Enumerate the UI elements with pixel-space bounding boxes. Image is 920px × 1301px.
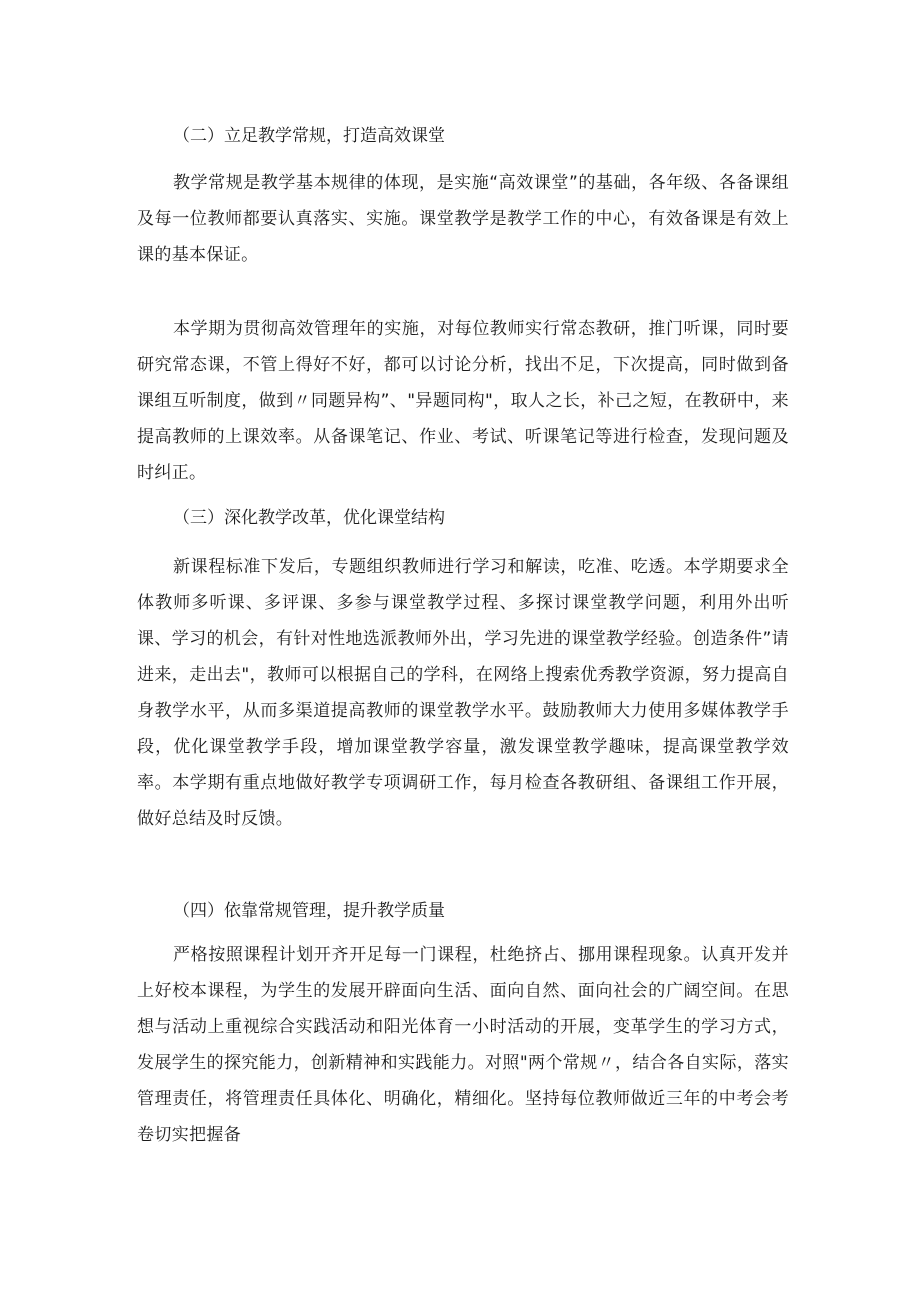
section-heading-2: （二）立足教学常规，打造高效课堂	[173, 126, 445, 146]
paragraph-routine-management: 严格按照课程计划开齐开足每一门课程，杜绝挤占、挪用课程现象。认真开发并上好校本课程，为学生的发展开辟面向生活、面向自然、面向社会的广阔空间。在思想与活动上重视综合实践活动和阳光体育一小时活动的开展，变革学生的学习方式，发展学生的探究能力，创新精神和实践能力。对照"两个常规〃，结合各自实际，落实管理责任，将管理责任具体化、明确化，精细化。坚持每位教师做近三年的中考会考卷切实把握备	[137, 945, 789, 1145]
section-heading-4: （四）依靠常规管理，提升教学质量	[173, 901, 445, 921]
section-heading-3: （三）深化教学改革，优化课堂结构	[173, 508, 445, 528]
paragraph-teaching-routine: 教学常规是教学基本规律的体现，是实施“高效课堂”的基础，各年级、各备课组及每一位教师都要认真落实、实施。课堂教学是教学工作的中心，有效备课是有效上课的基本保证。	[137, 173, 789, 265]
paragraph-semester-research: 本学期为贯彻高效管理年的实施，对每位教师实行常态教研，推门听课，同时要研究常态课，不管上得好不好，都可以讨论分析，找出不足，下次提高，同时做到备课组互听制度，做到〃同题异构”、"异题同构"，取人之长，补己之短，在教研中，来提高教师的上课效率。从备课笔记、作业、考试、听课笔记等进行检查，发现问题及时纠正。	[137, 319, 790, 483]
paragraph-curriculum-reform: 新课程标准下发后，专题组织教师进行学习和解读，吃准、吃透。本学期要求全体教师多听课、多评课、多参与课堂教学过程、多探讨课堂教学问题，利用外出听课、学习的机会，有针对性地选派教师外出，学习先进的课堂教学经验。创造条件”请进来，走出去"，教师可以根据自己的学科，在网络上搜索优秀教学资源，努力提高自身教学水平，从而多渠道提高教师的课堂教学水平。鼓励教师大力使用多媒体教学手段，优化课堂教学手段，增加课堂教学容量，激发课堂教学趣味，提高课堂教学效率。本学期有重点地做好教学专项调研工作，每月检查各教研组、备课组工作开展，做好总结及时反馈。	[137, 557, 789, 829]
